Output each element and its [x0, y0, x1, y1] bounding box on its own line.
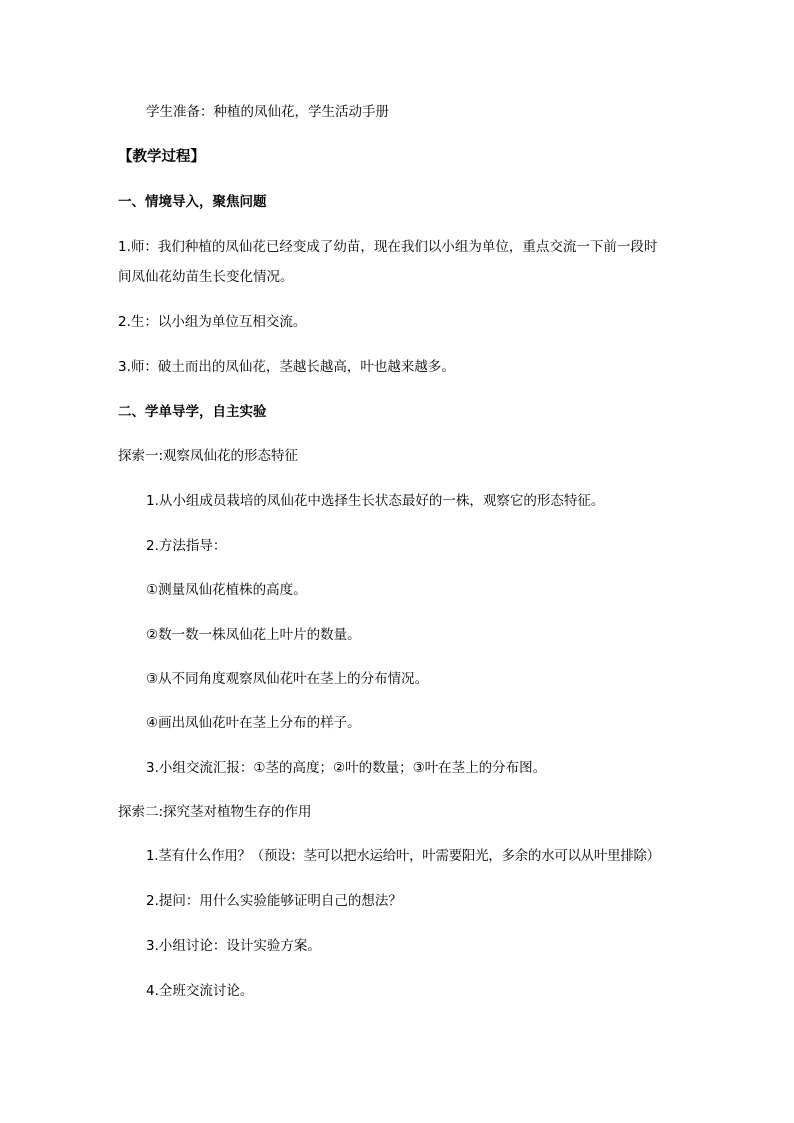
list-item: ①测量凤仙花植株的高度。 — [146, 582, 307, 598]
part2-heading: 二、学单导学，自主实验 — [118, 404, 267, 420]
list-item: ④画出凤仙花叶在茎上分布的样子。 — [146, 715, 361, 731]
section-title: 【教学过程】 — [118, 149, 205, 165]
list-item: 1.从小组成员栽培的凤仙花中选择生长状态最好的一株，观察它的形态特征。 — [146, 493, 605, 509]
part1-heading: 一、情境导入，聚焦问题 — [118, 194, 267, 210]
list-item: 3.小组讨论：设计实验方案。 — [146, 938, 321, 954]
paragraph: 间凤仙花幼苗生长变化情况。 — [118, 269, 294, 285]
paragraph: 3.师：破土而出的凤仙花，茎越长越高，叶也越来越多。 — [118, 359, 455, 375]
list-item: ③从不同角度观察凤仙花叶在茎上的分布情况。 — [146, 671, 429, 687]
list-item: 3.小组交流汇报：①茎的高度；②叶的数量；③叶在茎上的分布图。 — [146, 760, 547, 776]
paragraph: 1.师：我们种植的凤仙花已经变成了幼苗，现在我们以小组为单位，重点交流一下前一段时 — [118, 239, 658, 255]
list-item: 4.全班交流讨论。 — [146, 983, 254, 999]
list-item: 2.提问：用什么实验能够证明自己的想法？ — [146, 893, 402, 909]
explore1-title: 探索一:观察凤仙花的形态特征 — [118, 448, 299, 464]
paragraph: 2.生：以小组为单位互相交流。 — [118, 314, 307, 330]
list-item: ②数一数一株凤仙花上叶片的数量。 — [146, 627, 361, 643]
list-item: 1.茎有什么作用？（预设：茎可以把水运给叶，叶需要阳光，多余的水可以从叶里排除） — [146, 848, 660, 864]
list-item: 2.方法指导： — [146, 538, 227, 554]
explore2-title: 探索二:探究茎对植物生存的作用 — [118, 804, 312, 820]
student-prep-line: 学生准备：种植的凤仙花，学生活动手册 — [146, 104, 389, 120]
